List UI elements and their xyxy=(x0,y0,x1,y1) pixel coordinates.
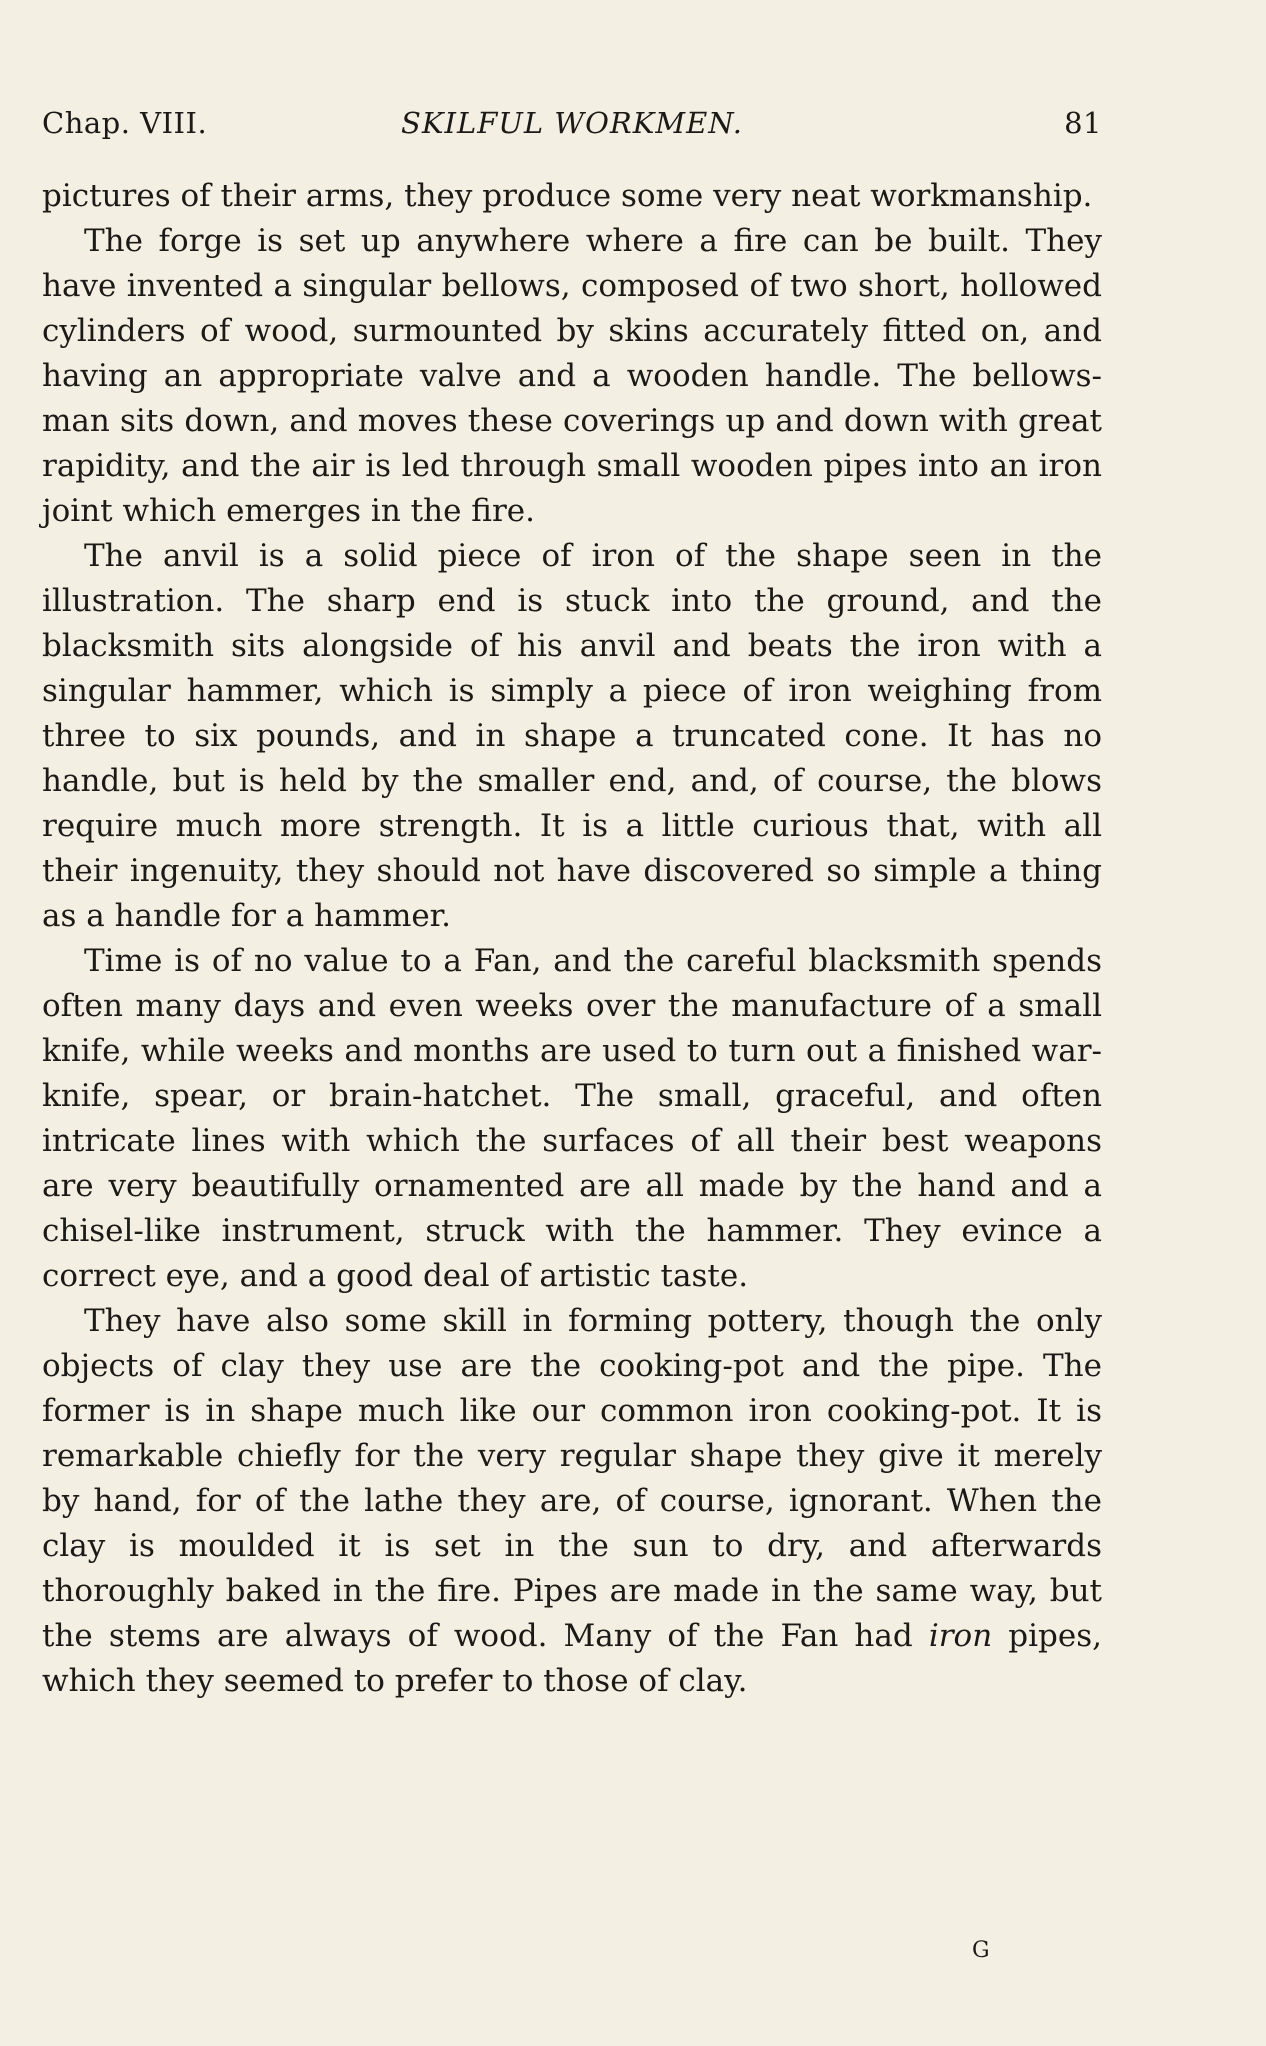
body-text xyxy=(42,174,1102,1704)
page-number: 81 xyxy=(1064,106,1102,140)
running-head xyxy=(42,100,1102,150)
paragraph-text: The anvil is a solid piece of iron of the shape seen in the illustration. The sharp end is stuck into the ground, and the blacksmith sits alongside of his anvil and beats the iron with a singular hammer, which is simply a piece of iron weighing from three to six pounds, and in shape a truncated cone. It has no handle, but is held by the smaller end, and, of course, the blows require much more strength. It is a little curious that, with all their ingenuity, they should not have discovered so simple a thing as a handle for a hammer. xyxy=(42,538,1102,934)
paragraph xyxy=(42,174,1102,219)
paragraph xyxy=(42,939,1102,1299)
italic-text: iron xyxy=(928,1618,993,1654)
paragraph xyxy=(42,1299,1102,1704)
paragraph-text: pictures of their arms, they produce some very neat workmanship. xyxy=(42,178,1093,214)
paragraph-text: pipes, which they seemed to prefer to those of clay. xyxy=(42,1618,1102,1699)
paragraph xyxy=(42,219,1102,534)
signature-mark: G xyxy=(972,1938,990,1963)
running-title: SKILFUL WORKMEN. xyxy=(401,106,743,140)
chapter-label: Chap. VIII. xyxy=(42,106,208,140)
paragraph-text: Time is of no value to a Fan, and the careful blacksmith spends often many days and even weeks over the manufacture of a small knife, while weeks and months are used to turn out a finished war-knife, spear, or brain-hatchet. The small, graceful, and often intricate lines with which the surfaces of all their best weapons are very beautifully ornamented are all made by the hand and a chisel-like instrument, struck with the hammer. They evince a correct eye, and a good deal of artistic taste. xyxy=(42,943,1102,1294)
book-page xyxy=(42,100,1102,1704)
paragraph-text: They have also some skill in forming pottery, though the only objects of clay they use are the cooking-pot and the pipe. The former is in shape much like our common iron cooking-pot. It is remarkable chiefly for the very regular shape they give it merely by hand, for of the lathe they are, of course, ignorant. When the clay is moulded it is set in the sun to dry, and afterwards thoroughly baked in the fire. Pipes are made in the same way, but the stems are always of wood. Many of the Fan had xyxy=(42,1303,1102,1654)
paragraph-text: The forge is set up anywhere where a fire can be built. They have invented a singular bellows, composed of two short, hollowed cylinders of wood, surmounted by skins accurately fitted on, and having an appropriate valve and a wooden handle. The bellows-man sits down, and moves these coverings up and down with great rapidity, and the air is led through small wooden pipes into an iron joint which emerges in the fire. xyxy=(42,223,1102,529)
paragraph xyxy=(42,534,1102,939)
